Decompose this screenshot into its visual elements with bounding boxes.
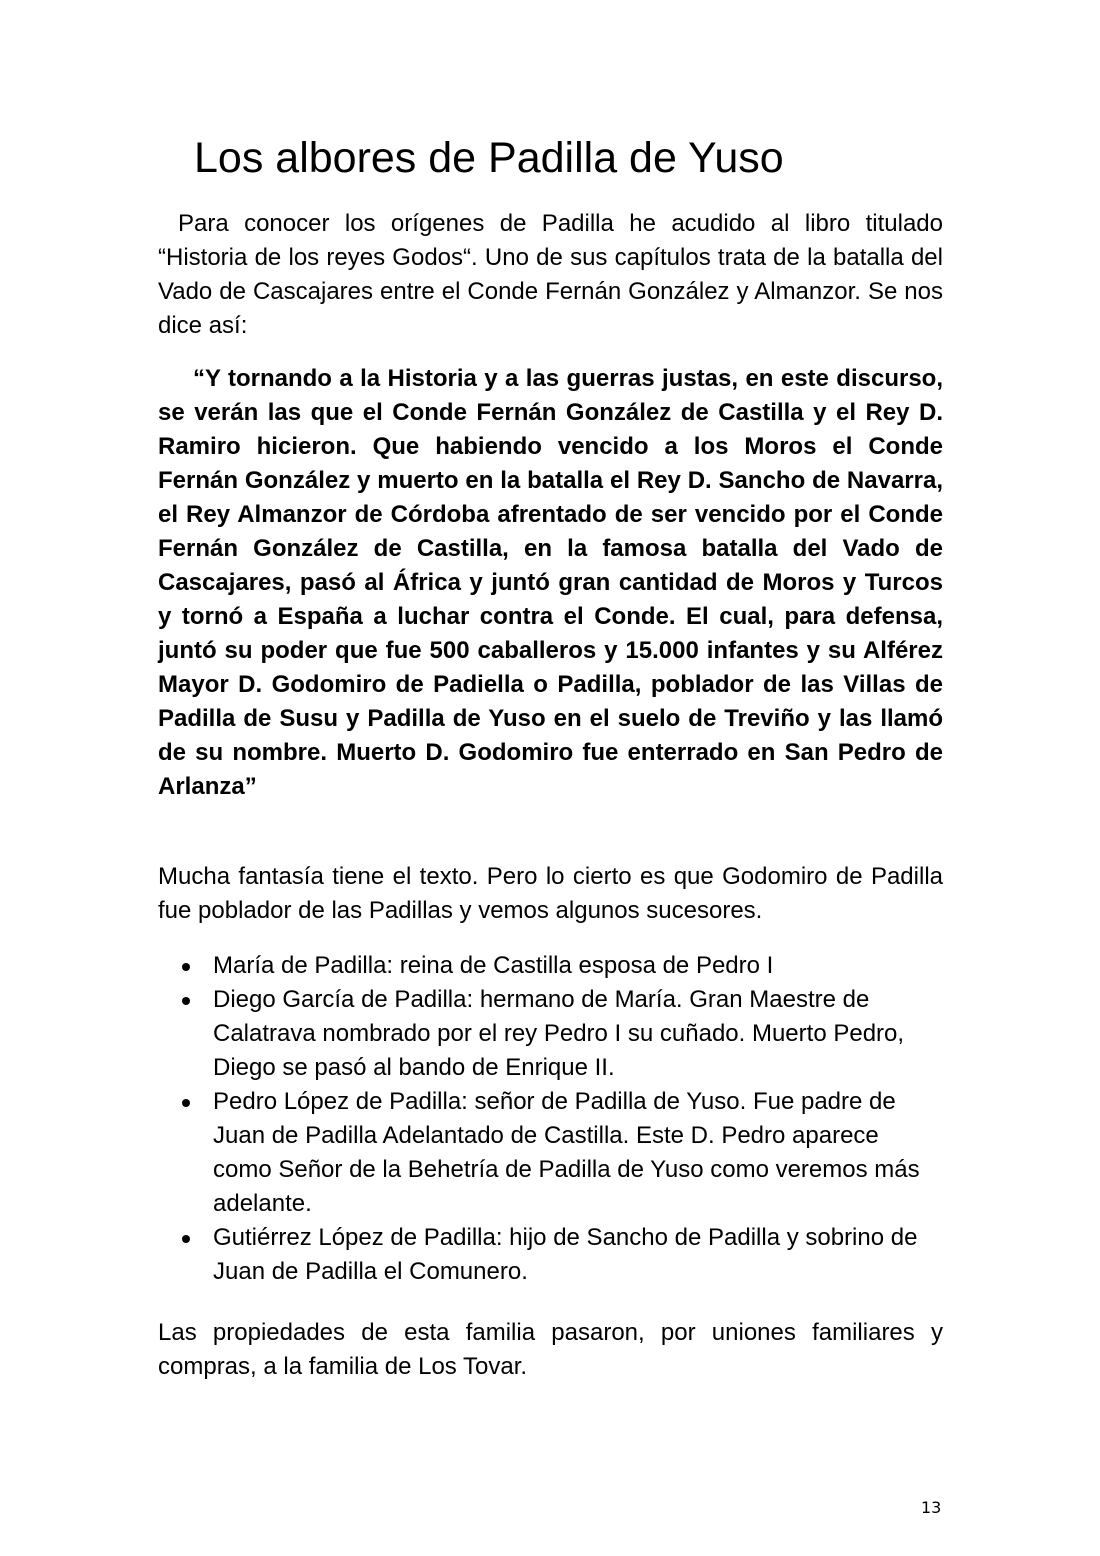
bullet-icon: [182, 1235, 190, 1243]
historical-quote: “Y tornando a la Historia y a las guerras justas, en este discurso, se verán las que el Conde Fernán González de Castilla y el Rey D. Ramiro hicieron. Que habiendo vencido a los Moros el Conde Fernán González y muerto en la batalla el Rey D. Sancho de Navarra, el Rey Almanzor de Córdoba afrentado de ser vencido por el Conde Fernán González de Castilla, en la famosa batalla del Vado de Cascajares, pasó al África y juntó gran cantidad de Moros y Turcos y tornó a España a luchar contra el Conde. El cual, para defensa, juntó su poder que fue 500 caballeros y 15.000 infantes y su Alférez Mayor D. Godomiro de Padiella o Padilla, poblador de las Villas de Padilla de Susu y Padilla de Yuso en el suelo de Treviño y las llamó de su nombre. Muerto D. Godomiro fue enterrado en San Pedro de Arlanza”: [158, 365, 943, 800]
list-item-text: Diego García de Padilla: hermano de María. Gran Maestre de Calatrava nombrado por el rey Pedro I su cuñado. Muerto Pedro, Diego se pasó al bando de Enrique II.: [213, 986, 905, 1081]
bullet-icon: [182, 963, 190, 971]
list-item-text: María de Padilla: reina de Castilla esposa de Pedro I: [213, 952, 774, 979]
successors-list: [158, 949, 943, 1289]
closing-paragraph: Las propiedades de esta familia pasaron, por uniones familiares y compras, a la familia de Los Tovar.: [158, 1319, 943, 1380]
commentary-paragraph: Mucha fantasía tiene el texto. Pero lo cierto es que Godomiro de Padilla fue poblador de las Padillas y vemos algunos sucesores.: [158, 863, 943, 924]
page-title: Los albores de Padilla de Yuso: [194, 134, 784, 182]
list-item: [158, 1085, 943, 1221]
list-item: [158, 1221, 943, 1289]
list-item: [158, 983, 943, 1085]
list-item-text: Pedro López de Padilla: señor de Padilla de Yuso. Fue padre de Juan de Padilla Adelantado de Castilla. Este D. Pedro aparece como Señor de la Behetría de Padilla de Yuso como veremos más adelante.: [213, 1088, 920, 1217]
intro-paragraph: Para conocer los orígenes de Padilla he acudido al libro titulado “Historia de los reyes Godos“. Uno de sus capítulos trata de la batalla del Vado de Cascajares entre el Conde Fernán González y Almanzor. Se nos dice así:: [158, 210, 943, 339]
bullet-icon: [182, 1099, 190, 1107]
bullet-icon: [182, 997, 190, 1005]
list-item: [158, 949, 943, 983]
page-number: 13: [921, 1498, 942, 1517]
list-item-text: Gutiérrez López de Padilla: hijo de Sancho de Padilla y sobrino de Juan de Padilla el Comunero.: [213, 1224, 918, 1285]
